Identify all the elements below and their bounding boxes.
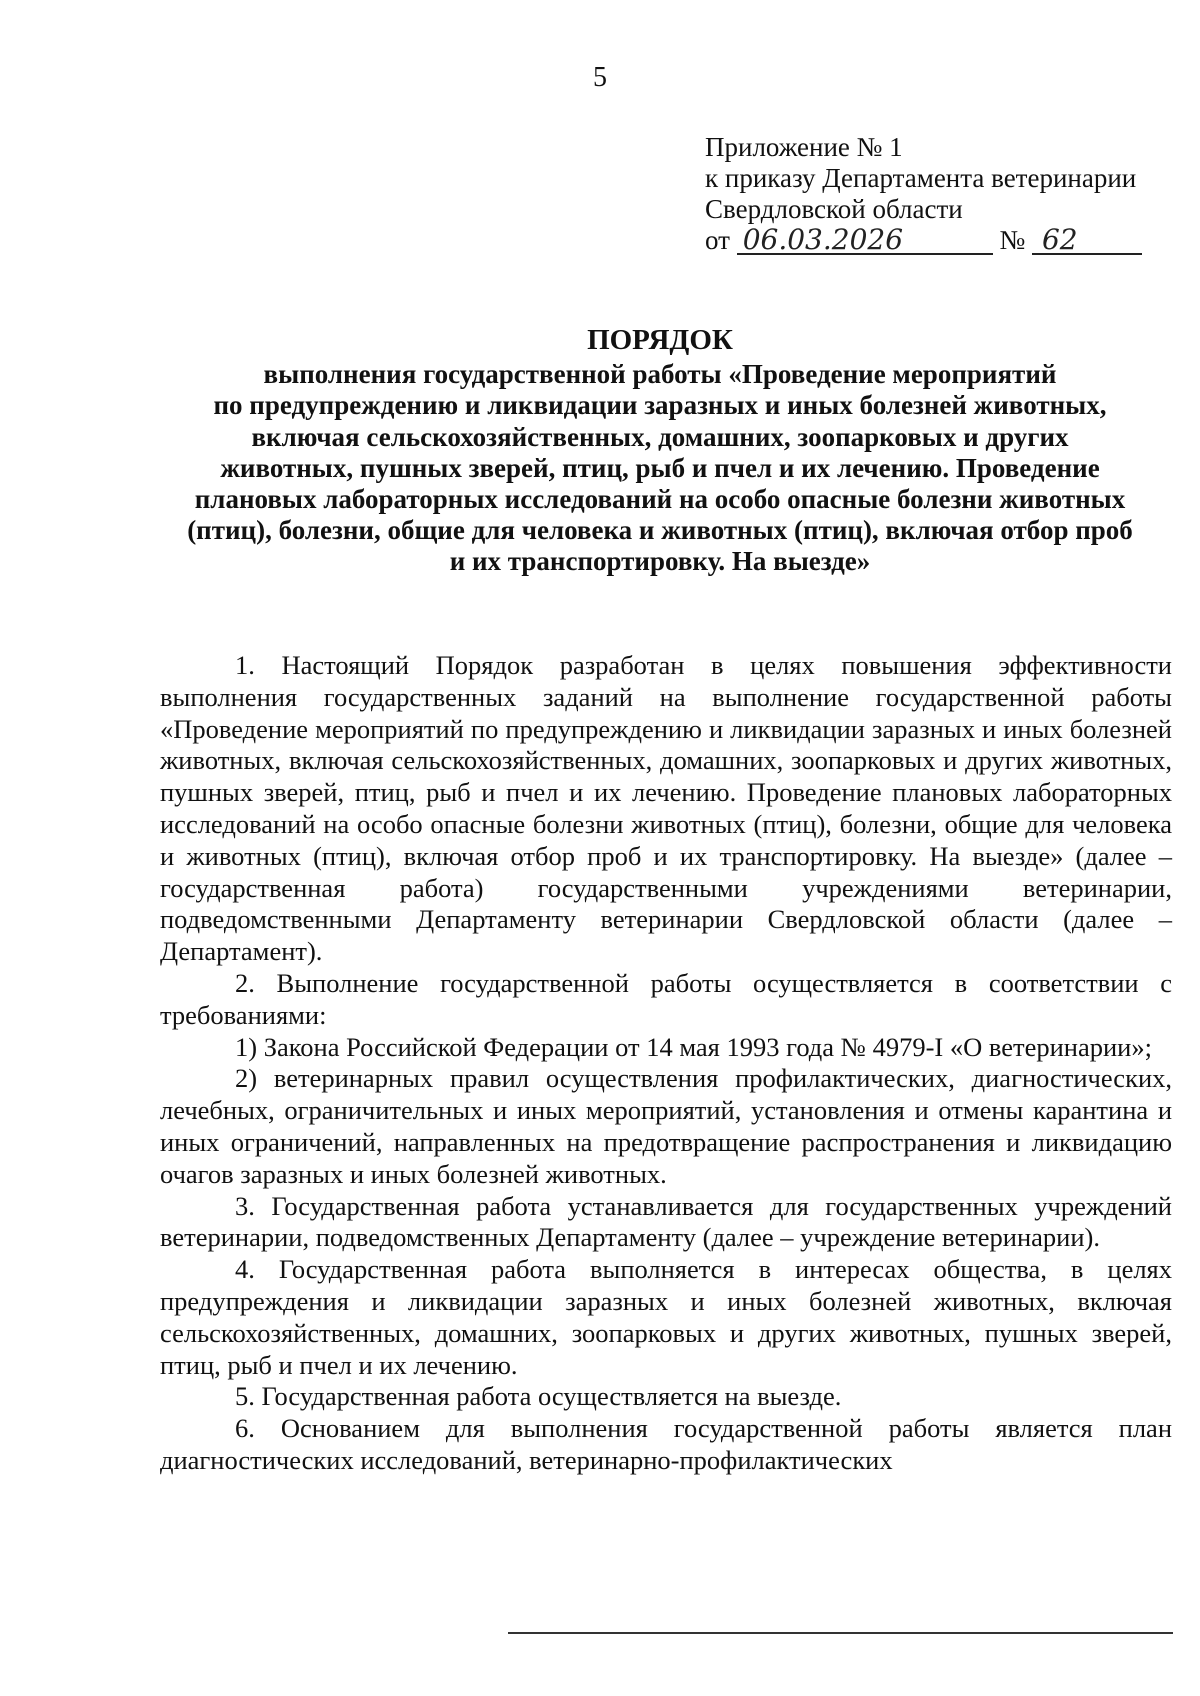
title-line: животных, пушных зверей, птиц, рыб и пчел и их лечению. Проведение bbox=[220, 452, 1100, 483]
title-line: выполнения государственной работы «Проведение мероприятий bbox=[263, 359, 1057, 390]
from-label: от bbox=[705, 225, 730, 255]
footer-divider bbox=[508, 1632, 1173, 1634]
document-title bbox=[150, 325, 1170, 578]
appendix-line-2: к приказу Департамента ветеринарии bbox=[705, 163, 1137, 193]
title-line: плановых лабораторных исследований на особо опасные болезни животных bbox=[194, 484, 1126, 515]
paragraph-3: 3. Государственная работа устанавливается для государственных учреждений ветеринарии, подведомственных Департаменту (далее – учреждение ветеринарии). bbox=[160, 1190, 1172, 1253]
appendix-block bbox=[705, 132, 1175, 256]
paragraph-1: 1. Настоящий Порядок разработан в целях повышения эффективности выполнения государственных заданий на выполнение государственной работы «Проведение мероприятий по предупреждению и ликвидации заразных и иных болезней животных, включая сельскохозяйственных, домашних, зоопарковых и других животных, пушных зверей, птиц, рыб и пчел и их лечению. Проведение плановых лабораторных исследований на особо опасные болезни животных (птиц), болезни, общие для человека и животных (птиц), включая отбор проб и их транспортировку. На выезде» (далее – государственная работа) государственными учреждениями ветеринарии, подведомственными Департаменту ветеринарии Свердловской области (далее – Департамент). bbox=[160, 650, 1172, 967]
handwritten-date: 06.03.2026 bbox=[737, 227, 993, 255]
paragraph-2-item-1: 1) Закона Российской Федерации от 14 мая 1993 года № 4979-I «О ветеринарии»; bbox=[235, 1031, 1152, 1062]
title-line: и их транспортировку. На выезде» bbox=[449, 546, 871, 577]
paragraph-2-item-2: 2) ветеринарных правил осуществления профилактических, диагностических, лечебных, ограничительных и иных мероприятий, установления и отмены карантина и иных ограничений, направленных на предотвращение распространения и ликвидацию очагов заразных и иных болезней животных. bbox=[160, 1063, 1172, 1189]
title-line: включая сельскохозяйственных, домашних, зоопарковых и других bbox=[251, 421, 1069, 452]
document-body bbox=[160, 650, 1172, 1477]
title-line: (птиц), болезни, общие для человека и животных (птиц), включая отбор проб bbox=[187, 515, 1133, 546]
appendix-date-number-line bbox=[705, 225, 1175, 256]
paragraph-2: 2. Выполнение государственной работы осуществляется в соответствии с требованиями: bbox=[160, 967, 1172, 1030]
paragraph-4: 4. Государственная работа выполняется в интересах общества, в целях предупреждения и ликвидации заразных и иных болезней животных, включая сельскохозяйственных, домашних, зоопарковых и других животных, пушных зверей, птиц, рыб и пчел и их лечению. bbox=[160, 1254, 1172, 1380]
number-label: № bbox=[999, 225, 1026, 255]
appendix-line-1: Приложение № 1 bbox=[705, 132, 903, 162]
paragraph-5: 5. Государственная работа осуществляется на выезде. bbox=[235, 1381, 842, 1412]
handwritten-number: 62 bbox=[1032, 227, 1142, 255]
title-main: ПОРЯДОК bbox=[587, 324, 733, 356]
title-line: по предупреждению и ликвидации заразных и иных болезней животных, bbox=[213, 390, 1107, 421]
page-number: 5 bbox=[593, 62, 607, 93]
appendix-line-3: Свердловской области bbox=[705, 194, 963, 224]
paragraph-6: 6. Основанием для выполнения государственной работы является план диагностических исследований, ветеринарно-профилактических bbox=[160, 1413, 1172, 1475]
